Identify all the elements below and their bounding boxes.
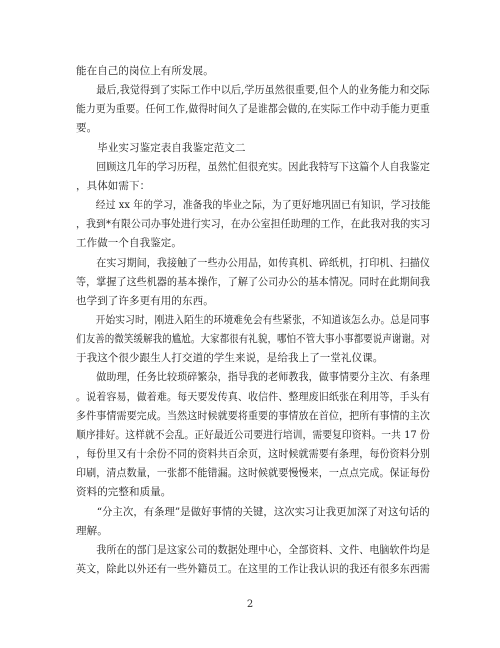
text-line: 回顾这几年的学习历程，虽然忙但很充实。因此我特写下这篇个人自我鉴定 bbox=[76, 161, 431, 173]
page-number: 2 bbox=[246, 599, 254, 610]
text-line: 经过 xx 年的学习，准备我的毕业之际，为了更好地巩固已有知识，学习技能 bbox=[76, 199, 431, 211]
text-line: 工作做一个自我鉴定。 bbox=[76, 237, 182, 249]
text-line: 理解。 bbox=[76, 525, 108, 537]
text-line: ，我到*有限公司办事处进行实习，在办公室担任助理的工作，在此我对我的实习 bbox=[76, 218, 431, 230]
text-line: 于我这个很少跟生人打交道的学生来说，是给我上了一堂礼仪课。 bbox=[76, 352, 384, 364]
text-line: 能力更为重要。任何工作,做得时间久了是谁都会做的,在实际工作中动手能力更重 bbox=[76, 103, 430, 115]
text-line: 们友善的微笑缓解我的尴尬。大家都很有礼貌，哪怕不管大事小事都要说声谢谢。对 bbox=[76, 333, 431, 345]
text-line: 英文，除此以外还有一些外籍员工。在这里的工作让我认识的我还有很多东西需 bbox=[76, 563, 431, 575]
text-line: 能在自己的岗位上有所发展。 bbox=[76, 65, 214, 77]
text-line: 开始实习时，刚进入陌生的环境难免会有些紧张，不知道该怎么办。总是同事 bbox=[76, 314, 430, 326]
text-line: ，每份里又有十余份不同的资料共百余页，这时候就需要有条理，每份资料分别 bbox=[76, 448, 431, 460]
text-line: 要。 bbox=[76, 122, 98, 134]
section-heading: 毕业实习鉴定表自我鉴定范文二 bbox=[76, 142, 246, 154]
text-line: 资料的完整和质量。 bbox=[76, 486, 172, 498]
text-line: “分主次，有条理”是做好事情的关键，这次实习让我更加深了对这句话的 bbox=[76, 506, 430, 518]
text-line: 在实习期间，我接触了一些办公用品，如传真机、碎纸机，打印机、扫描仪 bbox=[76, 257, 431, 269]
text-line: 我所在的部门是这家公司的数据处理中心，全部资料、文件、电脑软件均是 bbox=[76, 544, 431, 556]
text-line: 等，掌握了这些机器的基本操作，了解了公司办公的基本情况。同时在此期间我 bbox=[76, 276, 431, 288]
text-line: 多件事情需要完成。当然这时候就要将重要的事情放在首位，把所有事情的主次 bbox=[76, 410, 431, 422]
text-line: 最后,我觉得到了实际工作中以后,学历虽然很重要,但个人的业务能力和交际 bbox=[76, 84, 430, 96]
text-line: 顺序排好。这样就不会乱。正好最近公司要进行培训，需要复印资料。一共 17 份 bbox=[76, 429, 430, 441]
text-line: ，具体如需下： bbox=[76, 180, 151, 192]
text-line: 。说着容易，做着难。每天要发传真、收信件、整理废旧纸张在利用等，手头有 bbox=[76, 391, 431, 403]
text-line: 印刷，清点数量，一张都不能错漏。这时候就要慢慢来，一点点完成。保证每份 bbox=[76, 467, 431, 479]
text-line: 做助理，任务比较琐碎繁杂，指导我的老师教我，做事情要分主次、有条理 bbox=[76, 371, 431, 383]
text-line: 也学到了许多更有用的东西。 bbox=[76, 295, 214, 307]
